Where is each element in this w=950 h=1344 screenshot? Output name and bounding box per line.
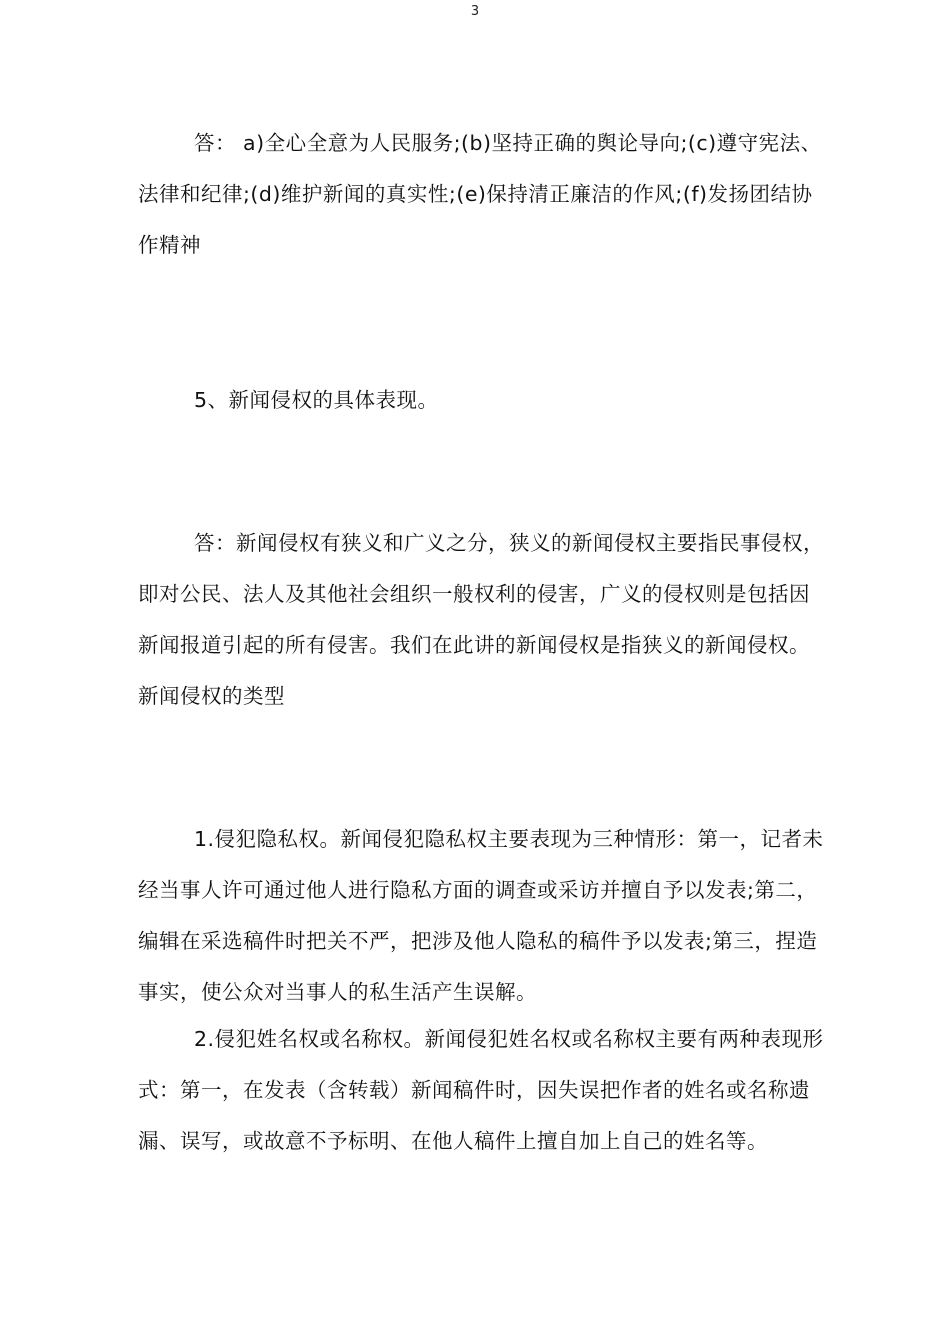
item-name-right-infringement: 2.侵犯姓名权或名称权。新闻侵犯姓名权或名称权主要有两种表现形式：第一，在发表（含转载）新闻稿件时，因失误把作者的姓名或名称遗漏、误写，或故意不予标明、在他人稿件上擅自加上自己的姓名等。 — [138, 1027, 824, 1153]
question-heading-5: 5、新闻侵权的具体表现。 — [194, 388, 439, 412]
page-number: 3 — [470, 4, 480, 19]
answer-paragraph-news-infringement: 答：新闻侵权有狭义和广义之分，狭义的新闻侵权主要指民事侵权，即对公民、法人及其他社会组织一般权利的侵害，广义的侵权则是包括因新闻报道引起的所有侵害。我们在此讲的新闻侵权是指狭义的新闻侵权。新闻侵权的类型 — [138, 531, 824, 708]
item-privacy-infringement: 1.侵犯隐私权。新闻侵犯隐私权主要表现为三种情形：第一，记者未经当事人许可通过他人进行隐私方面的调查或采访并擅自予以发表;第二，编辑在采选稿件时把关不严，把涉及他人隐私的稿件予以发表;第三，捏造事实，使公众对当事人的私生活产生误解。 — [138, 827, 824, 1004]
answer-paragraph-journalist-ethics: 答： a)全心全意为人民服务;(b)坚持正确的舆论导向;(c)遵守宪法、法律和纪律;(d)维护新闻的真实性;(e)保持清正廉洁的作风;(f)发扬团结协作精神 — [138, 131, 822, 257]
